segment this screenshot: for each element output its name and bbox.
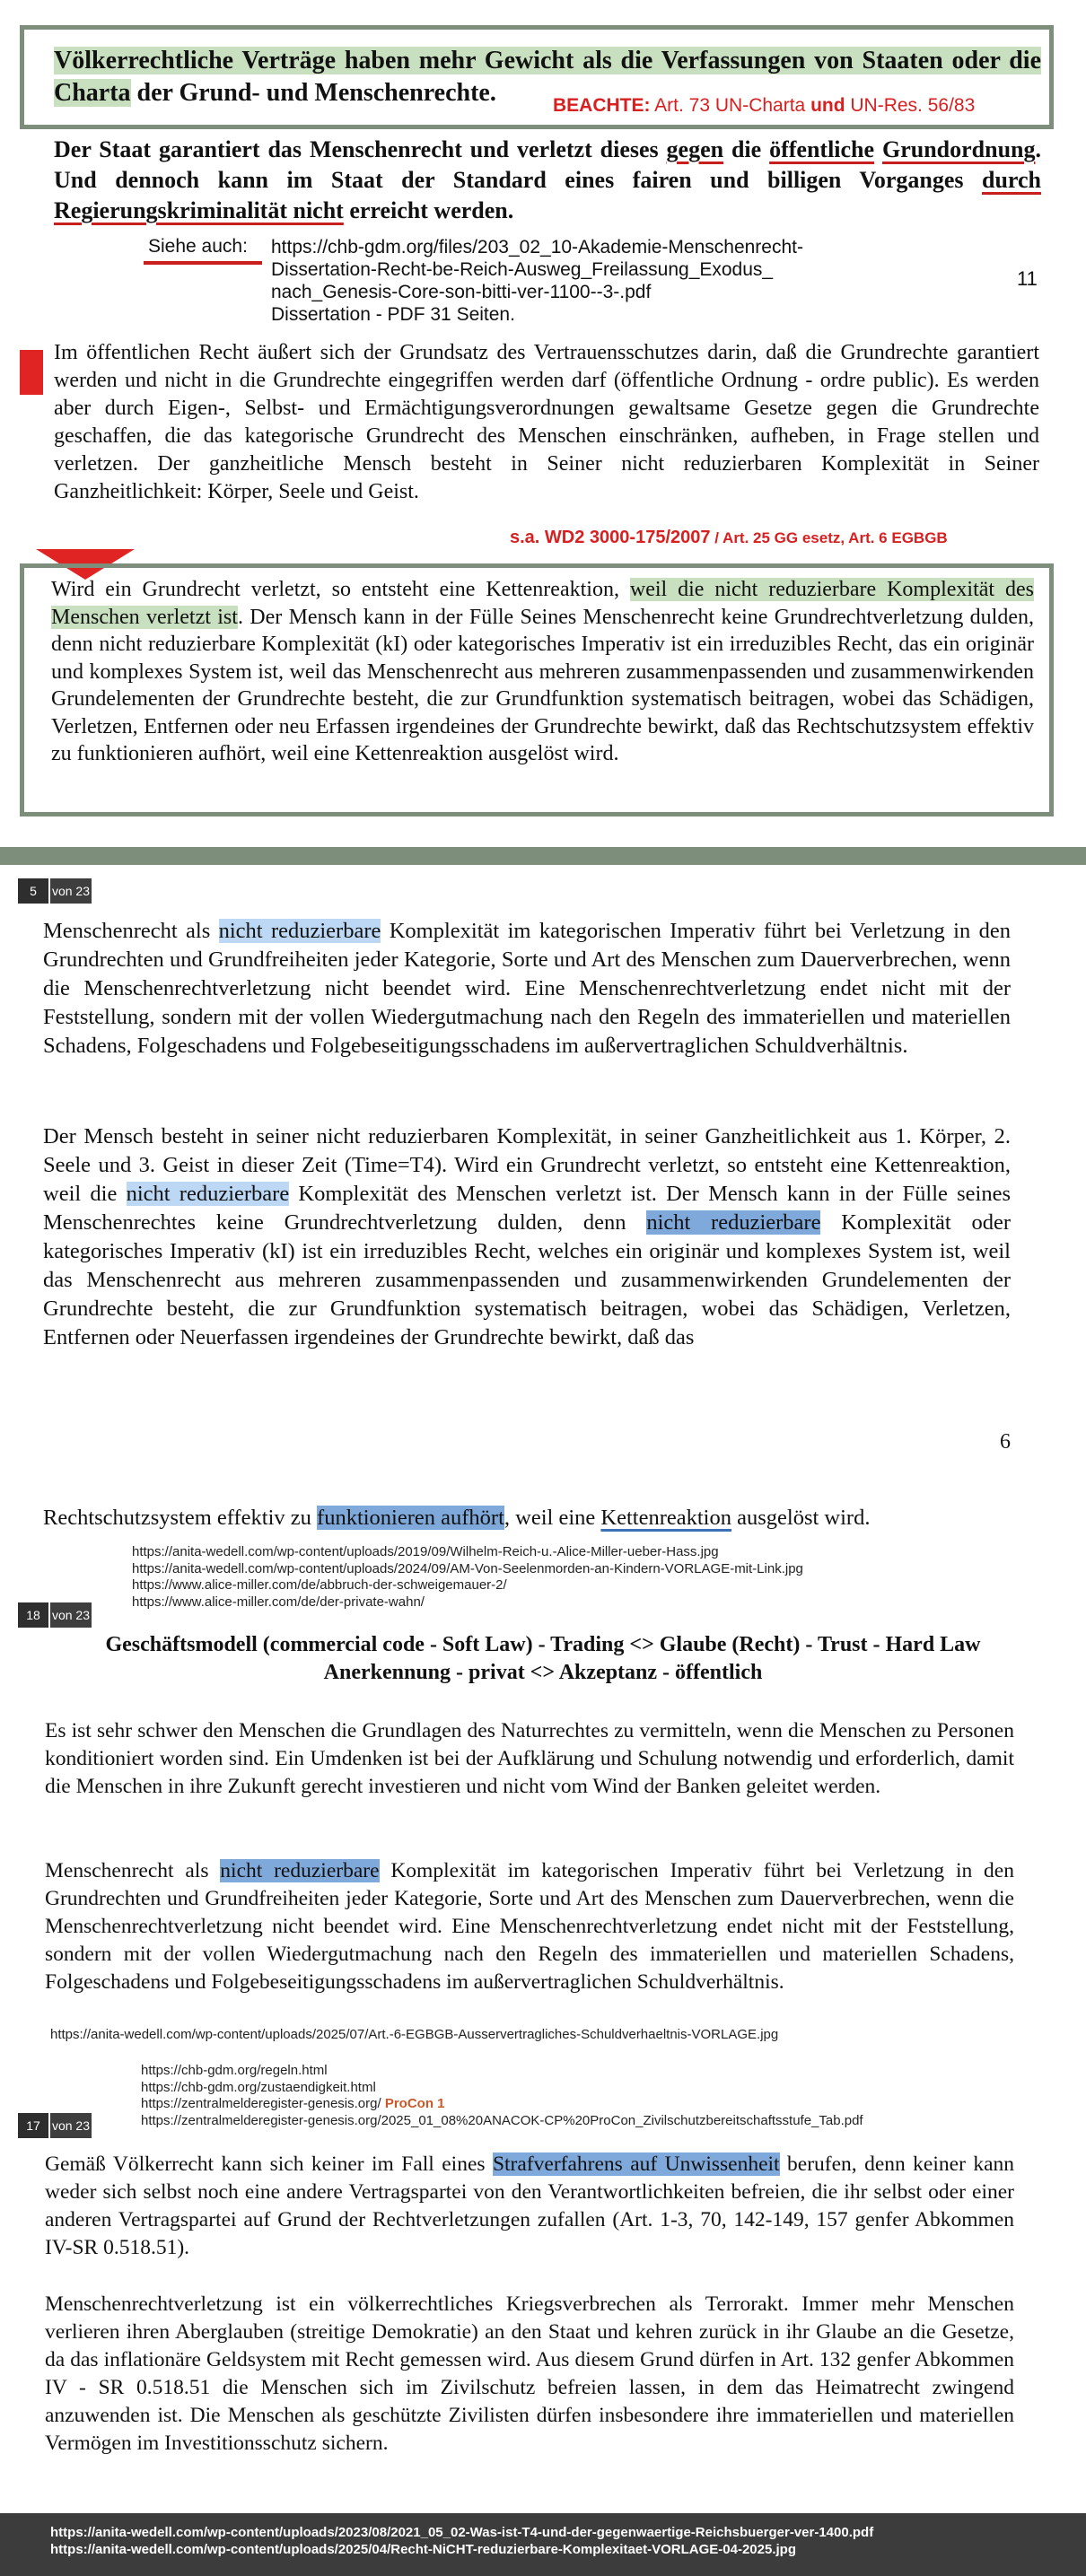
p17-para1-a: Gemäß Völkerrecht kann sich keiner im Fall eines bbox=[45, 2152, 493, 2176]
p5-cont-b: , weil eine bbox=[504, 1506, 601, 1530]
footer-bar bbox=[0, 2513, 1086, 2576]
page-indicator-18 bbox=[18, 1602, 92, 1628]
beachte-und: und bbox=[810, 95, 845, 116]
p17-para1-b: berufen, denn keiner kann weder sich selbst noch eine andere Vertragspartei von den Verantwortlichkeiten befreien, die ihr selbst oder einer anderen Vertragspartei auf Grund der Rechtverletzungen zufallen (Art. 1-3, 70, 142-149, 157 genfer Abkommen IV-SR 0.518.51). bbox=[45, 2152, 1015, 2259]
p18-links bbox=[141, 2063, 863, 2129]
p17-paragraph-2: Menschenrechtverletzung ist ein völkerrechtliches Kriegsverbrechen als Terrorakt. Immer mehr Menschen verlieren ihren Aberglauben (streitige Demokratie) an den Staat und kehren zurück in ihr Glaube an die Gesetze, da das inflationäre Geldsystem mit Recht gemessen wird. Aus diesem Grund dürfen in Art. 132 genfer Abkommen IV - SR 0.518.51 die Menschen sich im Zivilschutz befreien lassen, in dem das Heimatrecht zwingend anzuwenden ist. Die Menschen als geschützte Zivilisten dürfen insbesondere ihre immateriellen und materiellen Vermögen im Investitionsschutz sichern. bbox=[45, 2292, 1014, 2455]
p18-para2-highlight: nicht reduzierbare bbox=[220, 1859, 380, 1882]
p5-para2-c: Komplexität oder kategorisches Imperativ (kI) ist ein irreduzibles Recht, welches ein originär und komplexes System ist, weil das Menschenrecht aus mehreren zusammenpassenden und zusammenwirkenden Grundelementen der Grundrechte besteht, die zur Grundfunktion systematisch beitragen, wobei das Schädigen, Verletzen, Entfernen oder Neuerfassen irgendeines der Grundrechte bewirkt, daß das bbox=[43, 1210, 1011, 1349]
statement-gegen: gegen bbox=[666, 136, 724, 162]
p5-para2-highlight-1: nicht reduzierbare bbox=[126, 1182, 290, 1206]
siehe-line-2[interactable]: Dissertation-Recht-be-Reich-Ausweg_Freilassung_Exodus_ bbox=[271, 259, 774, 280]
p18-heading-2: Anerkennung - privat <> Akzeptanz - öffentlich bbox=[323, 1661, 763, 1684]
link-item[interactable]: https://zentralmelderegister-genesis.org/ bbox=[141, 2096, 381, 2111]
p18-para2-b: Komplexität im kategorischen Imperativ führt bei Verletzung in den Grundrechten und Grundfreiheiten jeder Kategorie, Sorte und Art des Menschen zum Dauerverbrechen, wenn die Menschenrechtverletzung nicht beendet wird. Eine Menschenrechtverletzung endet nicht mit der Feststellung, sondern mit der vollen Wiedergutmachung nach den Regeln des immateriellen und materiellen Schadens, Folgeschadens und Folgebeseitigungsschadens im außervertraglichen Schuldverhältnis. bbox=[45, 1859, 1014, 1994]
page-num: 17 bbox=[18, 2113, 48, 2138]
footer-link-1[interactable]: https://anita-wedell.com/wp-content/uploads/2023/08/2021_05_02-Was-ist-T4-und-der-gegenwaertige-Reichsbuerger-ver-1400.pdf bbox=[50, 2525, 874, 2540]
p18-paragraph-2 bbox=[45, 1857, 1014, 1996]
link-item[interactable]: https://www.alice-miller.com/de/der-private-wahn/ bbox=[132, 1594, 425, 1610]
p5-cont-highlight: funktionieren aufhört bbox=[317, 1506, 504, 1530]
statement-grundordnung: Grundordnung bbox=[881, 136, 1036, 162]
p5-continuation bbox=[43, 1506, 870, 1531]
statement-oeffentliche: öffentliche bbox=[769, 136, 875, 162]
p18-para2-a: Menschenrecht als bbox=[45, 1859, 221, 1882]
link-item[interactable]: https://chb-gdm.org/zustaendigkeit.html bbox=[141, 2079, 376, 2095]
beachte-label: BEACHTE: bbox=[553, 95, 651, 116]
p5-links bbox=[132, 1544, 803, 1611]
p5-cont-c: ausgelöst wird. bbox=[731, 1506, 871, 1530]
p5-para1-a: Menschenrecht als bbox=[43, 919, 219, 943]
box-text-1: Wird ein Grundrecht verletzt, so entsteht eine Kettenreaktion, bbox=[51, 578, 630, 601]
p17-para1-highlight: Strafverfahrens auf Unwissenheit bbox=[492, 2152, 780, 2176]
statement-text-3 bbox=[874, 136, 882, 162]
link-item[interactable]: https://www.alice-miller.com/de/abbruch-der-schweigemauer-2/ bbox=[132, 1577, 507, 1593]
link-item[interactable]: https://chb-gdm.org/regeln.html bbox=[141, 2063, 328, 2078]
box-highlight: weil die nicht reduzierbare Komplexität des Menschen verletzt ist bbox=[51, 578, 1034, 629]
beachte-note bbox=[553, 95, 975, 117]
siehe-line-4: Dissertation - PDF 31 Seiten. bbox=[271, 304, 515, 325]
link-item[interactable]: https://zentralmelderegister-genesis.org/2025_01_08%20ANACOK-CP%20ProCon_Zivilschutzbereitschaftsstufe_Tab.pdf bbox=[141, 2112, 863, 2128]
page-number-6: 6 bbox=[1000, 1430, 1011, 1454]
paragraph-vertrauensschutz: Im öffentlichen Recht äußert sich der Grundsatz des Vertrauensschutzes darin, daß die Grundrechte garantiert werden und nicht in die Grundrechte eingegriffen werden darf (öffentliche Ordnung - ordre public). Es werden aber durch Eigen-, Selbst- und Ermächtigungsverordnungen gewaltsame Gesetze gegen die Grundrechte geschaffen, die das kategorische Grundrecht des Menschen einschränken, aufheben, in Frage stellen und verletzen. Der ganzheitliche Mensch besteht in Seiner nicht reduzierbaren Komplexität in Seiner Ganzheitlichkeit: Körper, Seele und Geist. bbox=[54, 341, 1039, 503]
link-item[interactable]: https://anita-wedell.com/wp-content/uploads/2025/07/Art.-6-EGBGB-Ausservertragliches-Schuldverhaeltnis-VORLAGE.jpg bbox=[50, 2027, 779, 2042]
page-of: von 23 bbox=[50, 878, 92, 904]
siehe-line-3[interactable]: nach_Genesis-Core-son-bitti-ver-1100--3-.pdf bbox=[271, 282, 652, 302]
p17-paragraph-1 bbox=[45, 2151, 1014, 2262]
p5-para2-a: Der Mensch besteht in seiner nicht reduzierbaren Komplexität, in seiner Ganzheitlichkeit aus 1. Körper, 2. Seele und 3. Geist in dieser Zeit (Time=T4). Wird ein Grundrecht verletzt, so entsteht eine Kettenreaktion, weil die bbox=[43, 1124, 1011, 1206]
link-item[interactable]: https://anita-wedell.com/wp-content/uploads/2019/09/Wilhelm-Reich-u.-Alice-Miller-ueber-Hass.jpg bbox=[132, 1544, 719, 1559]
beachte-art: Art. 73 UN-Charta bbox=[650, 95, 811, 116]
p5-para2-highlight-2: nicht reduzierbare bbox=[646, 1210, 821, 1235]
procon-label: ProCon 1 bbox=[384, 2096, 445, 2111]
p5-paragraph-2 bbox=[43, 1122, 1011, 1352]
statement bbox=[54, 135, 1041, 226]
kettenreaktion-text bbox=[51, 576, 1034, 768]
link-item[interactable]: https://anita-wedell.com/wp-content/uploads/2024/09/AM-Von-Seelenmorden-an-Kindern-VORLAGE-mit-Link.jpg bbox=[132, 1560, 803, 1576]
siehe-line-1[interactable]: https://chb-gdm.org/files/203_02_10-Akademie-Menschenrecht- bbox=[271, 237, 803, 258]
p18-paragraph-1: Es ist sehr schwer den Menschen die Grundlagen des Naturrechtes zu vermitteln, wenn die Menschen zu Personen konditioniert worden sind. Ein Umdenken ist bei der Aufklärung und Schulung notwendig und erforderlich, damit die Menschen in ihre Zukunft gerecht investieren und nicht vom Wind der Banken geleitet werden. bbox=[45, 1719, 1014, 1798]
statement-durch: durch Regierungskriminalität nicht bbox=[54, 167, 1041, 223]
page-indicator-17 bbox=[18, 2113, 92, 2138]
p5-para1-b: Komplexität im kategorischen Imperativ führt bei Verletzung in den Grundrechten und Grundfreiheiten jeder Kategorie, Sorte und Art des Menschen zum Dauerverbrechen, wenn die Menschenrechtverletzung nicht beendet wird. Eine Menschenrechtverletzung endet nicht mit der Feststellung, sondern mit der vollen Wiedergutmachung nach den Regeln des immateriellen und materiellen Schadens, Folgeschadens und Folgebeseitigungsschadens im außervertraglichen Schuldverhältnis. bbox=[43, 919, 1011, 1058]
siehe-link[interactable] bbox=[271, 236, 803, 326]
reference-wd2 bbox=[510, 528, 948, 548]
section-divider bbox=[0, 847, 1086, 865]
statement-text-2: die bbox=[723, 136, 770, 162]
statement-text-1: Der Staat garantiert das Menschenrecht und verletzt dieses bbox=[54, 136, 667, 162]
page-num: 5 bbox=[18, 878, 48, 904]
statement-text-4: . Und dennoch kann im Staat der Standard eines fairen und billigen Vorganges bbox=[54, 136, 1041, 193]
siehe-label: Siehe auch: bbox=[148, 236, 248, 257]
p18-link-main bbox=[50, 2027, 778, 2042]
p5-cont-underline: Kettenreaktion bbox=[600, 1506, 731, 1530]
ref-wd2: s.a. WD2 3000-175/2007 bbox=[510, 528, 711, 547]
p18-heading-1: Geschäftsmodell (commercial code - Soft Law) - Trading <> Glaube (Recht) - Trust - Hard Law bbox=[105, 1633, 981, 1656]
beachte-res: UN-Res. 56/83 bbox=[845, 95, 976, 116]
red-marker bbox=[20, 350, 43, 395]
statement-text-5: erreicht werden. bbox=[343, 197, 514, 223]
page-indicator-5 bbox=[18, 878, 92, 904]
p5-paragraph-1 bbox=[43, 917, 1011, 1061]
ref-art: / Art. 25 GG esetz, Art. 6 EGBGB bbox=[710, 529, 948, 546]
p18-heading bbox=[36, 1631, 1050, 1687]
headline-rest: der Grund- und Menschenrechte. bbox=[130, 79, 496, 107]
footer-link-2[interactable]: https://anita-wedell.com/wp-content/uploads/2025/04/Recht-NiCHT-reduzierbare-Komplexitaet-VORLAGE-04-2025.jpg bbox=[50, 2542, 796, 2557]
siehe-underline bbox=[144, 261, 262, 265]
p5-para2-b: Komplexität des Menschen verletzt ist. Der Mensch kann in der Fülle seines Menschenrechtes keine Grundrechtverletzung dulden, denn bbox=[43, 1182, 1011, 1235]
page-of: von 23 bbox=[50, 1602, 92, 1628]
box-text-2: . Der Mensch kann in der Fülle Seines Menschenrecht keine Grundrechtverletzung dulden, denn nicht reduzierbare Komplexität (kI) oder kategorisches Imperativ ist ein irreduzibles Recht, das ein originär und komplexes System ist, weil das Menschenrecht aus mehreren zusammenpassenden und zusammenwirkenden Grundelementen der Grundrechte besteht, die zur Grundfunktion systematisch beitragen, wobei das Schädigen, Verletzen, Entfernen oder neu Erfassen irgendeines der Grundrechte bewirkt, daß das Rechtschutzsystem effektiv zu funktionieren aufhört, weil eine Kettenreaktion ausgelöst wird. bbox=[51, 605, 1035, 765]
p5-para1-highlight: nicht reduzierbare bbox=[218, 919, 381, 943]
page-num: 18 bbox=[18, 1602, 48, 1628]
page-number-11: 11 bbox=[1017, 267, 1038, 290]
headline-highlight: Völkerrechtliche Verträge haben mehr Gewicht als die Verfassungen von Staaten oder die Charta bbox=[54, 47, 1041, 107]
page-of: von 23 bbox=[50, 2113, 92, 2138]
p5-cont-a: Rechtschutzsystem effektiv zu bbox=[43, 1506, 318, 1530]
